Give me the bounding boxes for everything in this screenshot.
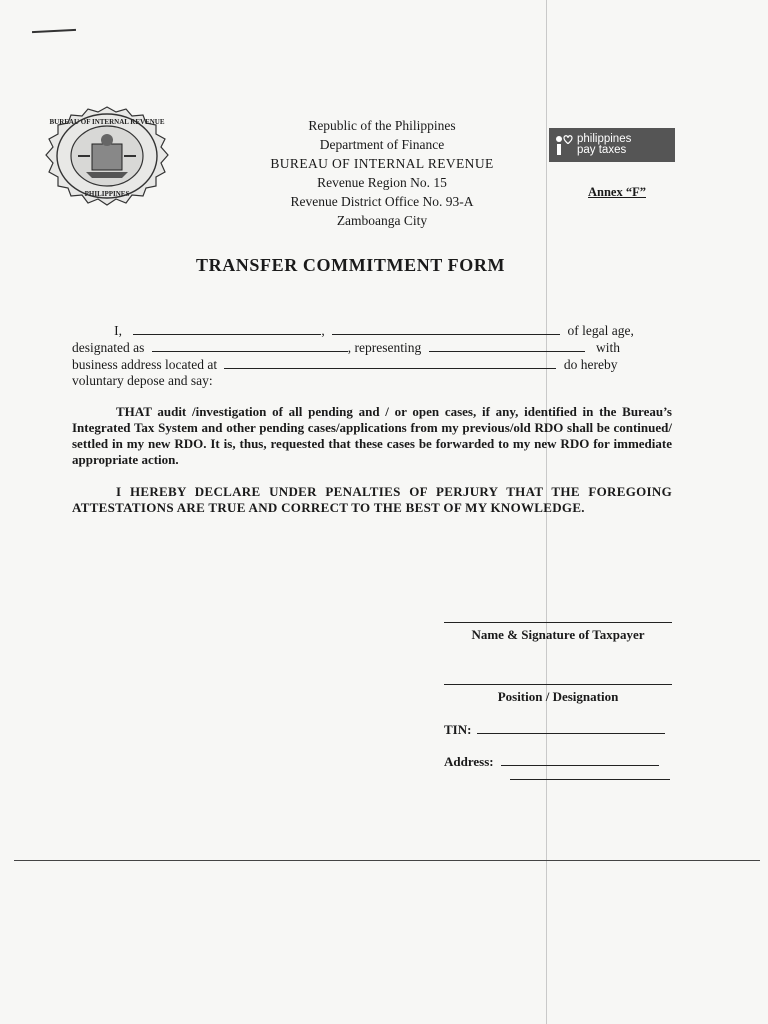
label-comma: , [321, 323, 325, 338]
page-bottom-rule [14, 860, 760, 861]
label-with: with [595, 340, 620, 355]
annex-label: Annex “F” [588, 185, 646, 199]
header-line-department: Department of Finance [319, 137, 445, 152]
label-business-address: business address located at [72, 357, 218, 372]
paragraph-declaration [72, 484, 672, 516]
label-of-legal-age: of legal age, [567, 323, 634, 338]
position-line[interactable] [444, 684, 672, 685]
label-representing: , representing [347, 340, 422, 355]
name-field-2[interactable] [332, 322, 560, 335]
line-address [72, 356, 670, 373]
logo-line2: pay taxes [577, 144, 627, 156]
label-i: I, [114, 323, 122, 338]
label-designated-as: designated as [72, 340, 145, 355]
seal-top-text: BUREAU OF INTERNAL REVENUE [49, 118, 165, 126]
line-voluntary: voluntary depose and say: [72, 373, 213, 388]
tin-field[interactable] [477, 723, 665, 734]
header-line-bureau: BUREAU OF INTERNAL REVENUE [270, 156, 494, 171]
signature-block-name [444, 622, 672, 643]
representing-field[interactable] [429, 339, 585, 352]
signature-line[interactable] [444, 622, 672, 623]
form-title: TRANSFER COMMITMENT FORM [196, 255, 506, 275]
header-line-region: Revenue Region No. 15 [317, 175, 447, 190]
philippines-pay-taxes-logo [549, 128, 675, 162]
agency-header [222, 116, 542, 230]
header-line-district: Revenue District Office No. 93-A [290, 194, 474, 209]
seal-bottom-text: PHILIPPINES [84, 190, 130, 198]
name-signature-label: Name & Signature of Taxpayer [471, 627, 645, 642]
header-line-city: Zamboanga City [336, 213, 428, 228]
address-field[interactable] [501, 755, 659, 766]
paragraph-audit [72, 404, 672, 468]
name-field[interactable] [133, 322, 321, 335]
address-label: Address: [444, 754, 494, 769]
line-designation [72, 339, 670, 356]
paragraph-declaration-text: I HEREBY DECLARE UNDER PENALTIES OF PERJURY THAT THE FOREGOING ATTESTATIONS ARE TRUE AND CORRECT TO THE BEST OF MY KNOWLEDGE. [72, 484, 672, 515]
header-line-republic: Republic of the Philippines [308, 118, 456, 133]
address-row [444, 754, 659, 770]
designation-field[interactable] [152, 339, 348, 352]
tin-row [444, 722, 665, 738]
scan-mark [32, 29, 76, 33]
paragraph-audit-text: THAT audit /investigation of all pending and / or open cases, if any, identified in the Bureau’s Integrated Tax System and other pending cases/applications from my previous/old RDO shall be continued/ settled in my new RDO. It is, thus, requested that these cases be forwarded to my new RDO for immediate appropriate action. [72, 404, 672, 467]
label-do-hereby: do hereby [563, 357, 618, 372]
line-name [72, 322, 670, 339]
signature-block-position [444, 684, 672, 705]
position-label: Position / Designation [497, 689, 619, 704]
heart-i-icon [555, 134, 573, 156]
form-fields [72, 322, 670, 390]
business-address-field[interactable] [224, 356, 556, 369]
tin-label: TIN: [444, 722, 472, 737]
bir-seal [42, 104, 172, 208]
logo-line1: philippines [577, 133, 632, 145]
address-field-line-2[interactable] [510, 779, 670, 780]
